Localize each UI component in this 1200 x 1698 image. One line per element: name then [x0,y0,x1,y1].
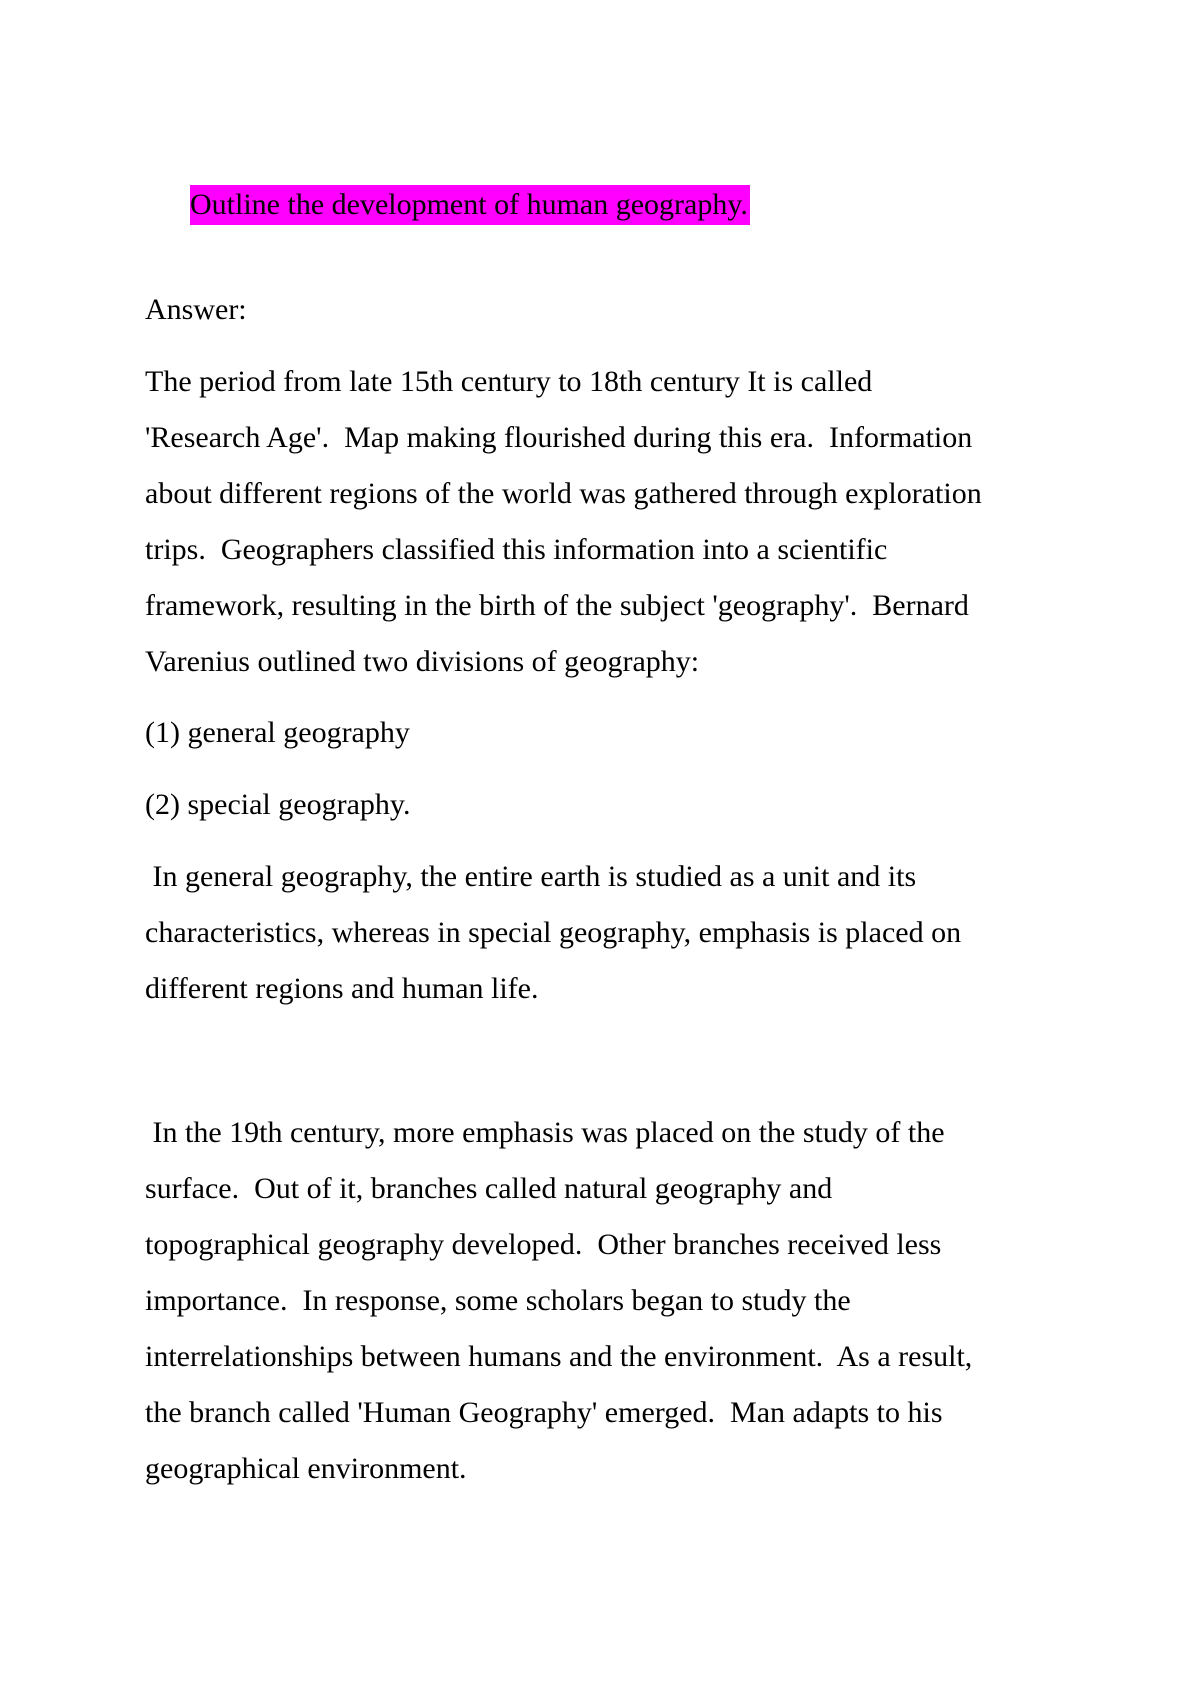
question-line [145,145,750,265]
paragraph-2-line: In general geography, the entire earth is studied as a unit and its [145,860,917,893]
answer-label: Answer: [145,293,247,326]
paragraph-3-line: interrelationships between humans and the environment. As a result, [145,1340,973,1373]
paragraph-3-line: importance. In response, some scholars began to study the [145,1284,851,1317]
paragraph-1-line: framework, resulting in the birth of the subject 'geography'. Bernard [145,589,969,622]
paragraph-2-line: characteristics, whereas in special geography, emphasis is placed on [145,916,962,949]
paragraph-3-line: geographical environment. [145,1452,467,1485]
paragraph-1-line: 'Research Age'. Map making flourished during this era. Information [145,421,973,454]
paragraph-2-line: different regions and human life. [145,972,539,1005]
paragraph-3-line: the branch called 'Human Geography' emerged. Man adapts to his [145,1396,943,1429]
paragraph-3-line: topographical geography developed. Other branches received less [145,1228,942,1261]
paragraph-1-line: trips. Geographers classified this information into a scientific [145,533,888,566]
list-item: (2) special geography. [145,788,411,821]
paragraph-3-line: In the 19th century, more emphasis was placed on the study of the [145,1116,945,1149]
paragraph-1-line: about different regions of the world was gathered through exploration [145,477,982,510]
question-heading: Outline the development of human geography. [190,185,750,225]
paragraph-3-line: surface. Out of it, branches called natural geography and [145,1172,833,1205]
paragraph-1-line: Varenius outlined two divisions of geography: [145,645,700,678]
paragraph-1-line: The period from late 15th century to 18th century It is called [145,365,873,398]
list-item: (1) general geography [145,716,410,749]
